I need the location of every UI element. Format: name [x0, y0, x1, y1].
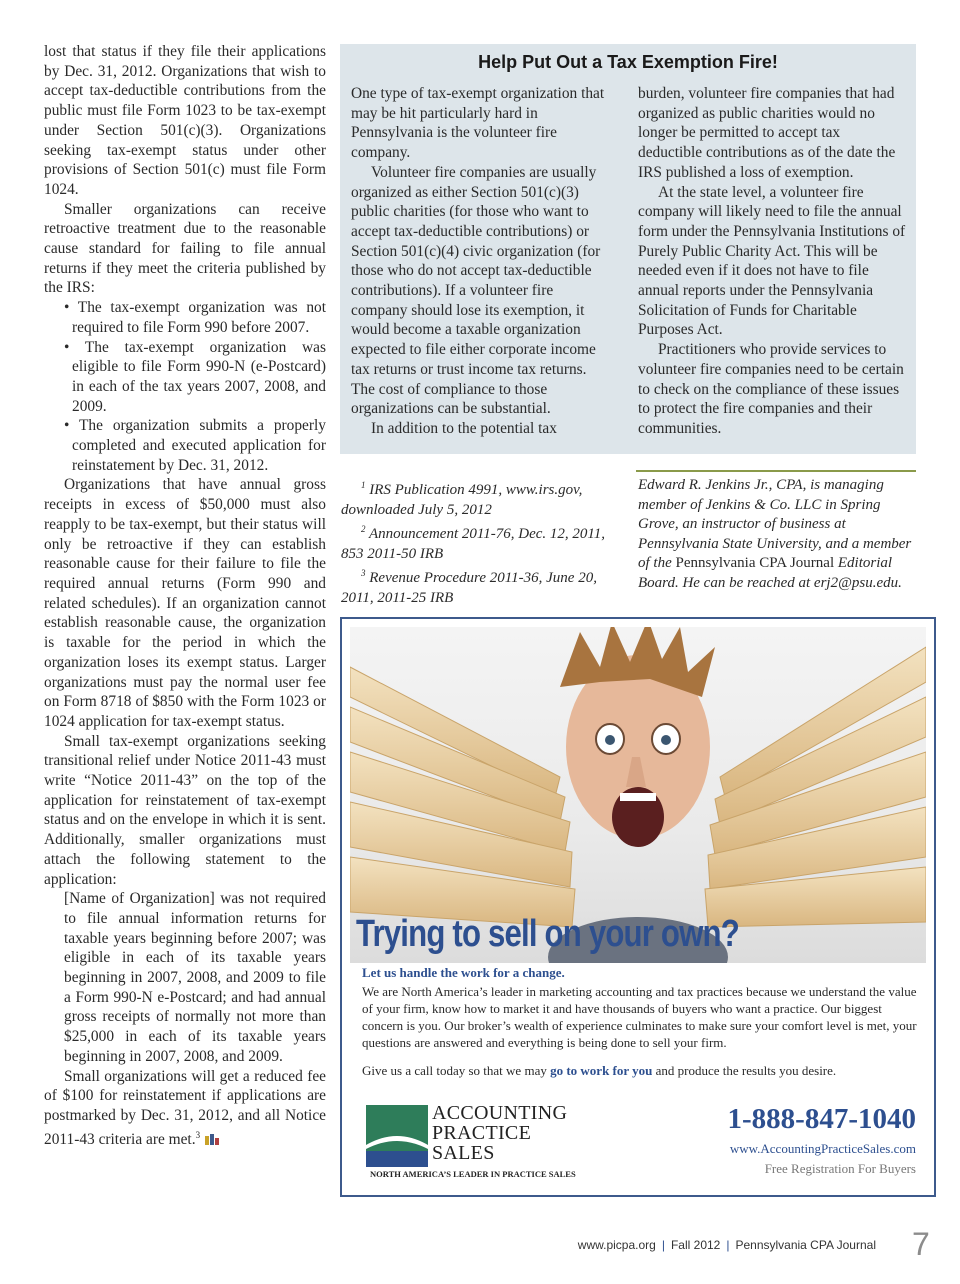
ad-call-highlight: go to work for you: [550, 1063, 653, 1078]
advertisement[interactable]: [340, 617, 936, 1197]
article-left-column: [44, 42, 326, 1150]
footnote-text: Revenue Procedure 2011-36, June 20, 2011, 2011-25 IRB: [341, 570, 597, 606]
paragraph: At the state level, a volunteer fire company will likely need to file the annual form under the Pennsylvania Institutions of Purely Public Charity Act. This will be needed even if it does not have to file annual reports under the Pennsylvania Solicitation of Funds for Charitable Purposes Act.: [638, 183, 906, 339]
paragraph: Small tax-exempt organizations seeking transitional relief under Notice 2011-43 must write “Notice 2011-43” on the top of the application for reinstatement of tax-exempt status and on the envelope in which it is sent. Additionally, smaller organizations must attach the following statement to the application:: [44, 732, 326, 888]
footer-separator: |: [726, 1238, 730, 1252]
footnote-ref: 3: [195, 1129, 201, 1140]
footnotes: [341, 476, 611, 609]
paragraph: One type of tax-exempt organization that may be hit particularly hard in Pennsylvania is the volunteer fire company.: [351, 85, 605, 162]
paragraph: [44, 1067, 326, 1150]
ad-subhead: Let us handle the work for a change.: [362, 965, 565, 980]
footnote: [341, 476, 611, 520]
logo-tagline: NORTH AMERICA’S LEADER IN PRACTICE SALES: [370, 1169, 576, 1179]
footnote: [341, 564, 611, 608]
footer-separator: |: [661, 1238, 665, 1252]
bullet-item: • The tax-exempt organization was eligible to file Form 990-N (e-Postcard) in each of the tax years 2007, 2008, and 2009.: [64, 338, 326, 415]
page-number: 7: [912, 1226, 930, 1262]
bio-journal-name: Pennsylvania CPA Journal: [675, 555, 835, 572]
sidebar-right-column: [638, 84, 906, 439]
ad-call-to-action: [362, 1063, 922, 1079]
ad-call-text: Give us a call today so that we may: [362, 1063, 551, 1078]
paragraph: lost that status if they file their applications by Dec. 31, 2012. Organizations that wish to accept tax-deductible contributions from the public must file Form 1023 to be tax-exempt under Section 501(c)(3). Organizations seeking tax-exempt status under other provisions of Section 501(c) must file Form 1024.: [44, 43, 326, 198]
footnote-text: Announcement 2011-76, Dec. 12, 2011, 853 2011-50 IRB: [341, 526, 606, 562]
logo-line: PRACTICE: [432, 1122, 532, 1144]
bullet-item: • The tax-exempt organization was not required to file Form 990 before 2007.: [64, 299, 326, 336]
bio-text: Editorial Board. He can be reached at erj2@psu.edu.: [638, 555, 902, 591]
ad-website-link[interactable]: www.AccountingPracticeSales.com: [729, 1141, 916, 1156]
footnote: [341, 520, 611, 564]
footer-journal: Pennsylvania CPA Journal: [735, 1238, 876, 1252]
bio-divider: [636, 470, 916, 472]
bullet-item: • The organization submits a properly completed and executed application for reinstatement by Dec. 31, 2012.: [64, 417, 326, 474]
block-quote: [Name of Organization] was not required to file annual information returns for taxable years beginning before 2007; was eligible in each of its taxable years beginning in 2007, 2008, and 2009 to file a Form 990-N e-Postcard; and had annual gross receipts of normally not more than $25,000 in each of its taxable years beginning in 2007, 2008, and 2009.: [64, 890, 326, 1065]
footnote-number: 3: [361, 568, 366, 579]
paragraph: In addition to the potential tax: [371, 419, 557, 437]
logo-line: SALES: [432, 1142, 495, 1164]
author-bio: [638, 476, 916, 594]
ad-headline: Trying to sell on your own?: [356, 913, 739, 955]
sidebar-box: [340, 44, 916, 454]
paragraph: Organizations that have annual gross receipts in excess of $50,000 must also reapply to be tax-exempt, but their status will only be retroactive if they can establish reasonable cause for their failure to file the required annual returns (Form 990 and related schedules). If an organization cannot establish reasonable cause, the organization is taxable for the period in which the organization loses its exempt status. Larger organizations must pay the normal user fee on Form 8718 of $850 with the Form 1023 or 1024 application for tax-exempt status.: [44, 476, 326, 730]
logo-text: [432, 1103, 567, 1163]
accounting-practice-sales-logo-icon: [366, 1105, 428, 1167]
logo-line: ACCOUNTING: [432, 1102, 568, 1124]
ad-call-text: and produce the results you desire.: [652, 1063, 837, 1078]
paragraph-text: Small organizations will get a reduced fee of $100 for reinstatement if applications are postmarked by Dec. 31, 2012, and all Notice 2011-43 criteria are met.: [44, 1067, 326, 1148]
footnote-text: IRS Publication 4991, www.irs.gov, downloaded July 5, 2012: [341, 482, 583, 518]
paragraph: Practitioners who provide services to volunteer fire companies need to be certain to check on the compliance of these issues to protect the fire companies and their communities.: [638, 341, 904, 437]
paragraph: burden, volunteer fire companies that had organized as public charities would no longer be permitted to accept tax deductible contributions as of the date the IRS published a loss of exemption.: [638, 85, 896, 181]
footnote-number: 2: [361, 524, 366, 535]
page-footer: [578, 1238, 876, 1252]
ad-phone-number[interactable]: 1-888-847-1040: [727, 1103, 916, 1135]
sidebar-title: Help Put Out a Tax Exemption Fire!: [478, 52, 778, 72]
sidebar-left-column: [351, 84, 613, 439]
ad-free-registration: Free Registration For Buyers: [764, 1161, 916, 1176]
footer-site[interactable]: www.picpa.org: [577, 1238, 656, 1252]
ad-body: [362, 983, 922, 1051]
paragraph: Smaller organizations can receive retroactive treatment due to the reasonable cause standard for failing to file annual returns if they meet the criteria published by the IRS:: [44, 200, 326, 297]
footer-issue: Fall 2012: [670, 1238, 721, 1252]
bio-text: Edward R. Jenkins Jr., CPA, is managing member of Jenkins & Co. LLC in Spring Grove, an instructor of business at Pennsylvania State University, and a member of the: [638, 477, 912, 572]
end-mark-icon: [204, 1132, 220, 1146]
ad-body-text: We are North America’s leader in marketing accounting and tax practices because we understand the value of your firm, know how to market it and have thousands of buyers who want a practice. Our biggest concern is you. Our broker’s wealth of experience culminates to make sure your comfort level is met, your questions are answered and everything is being done to sell your firm.: [362, 984, 917, 1050]
paragraph: Volunteer fire companies are usually organized as either Section 501(c)(3) public charities (for those who want to accept tax-deductible contributions) or Section 501(c)(4) civic organization (for those who do not accept tax-deductible contributions). If a volunteer fire company should lose its exemption, it would become a taxable organization expected to file either corporate income tax returns or trust income tax returns. The cost of compliance to those organizations can be substantial.: [351, 163, 601, 418]
footnote-number: 1: [361, 480, 366, 490]
